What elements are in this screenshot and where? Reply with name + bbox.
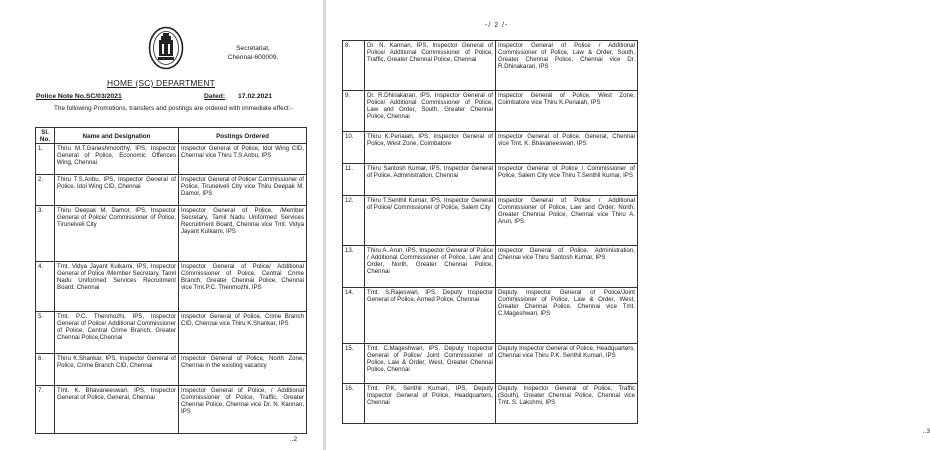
posting-cell: Inspector General of Police / Additional Commissioner of Police, Law & Order, South, Greater Chennai Police, Chennai vice Dr. R.Dhinakaran, IPS <box>496 41 638 91</box>
sl-no-cell: 4. <box>36 262 55 312</box>
table-header-row <box>36 128 307 144</box>
table-row <box>36 175 307 206</box>
posting-cell: Inspector General of Police, Crime Branch CID, Chennai vice Thiru K.Shankar, IPS <box>179 312 307 354</box>
sl-no-cell: 6. <box>36 354 55 386</box>
table-row <box>36 144 307 175</box>
document-page-1 <box>0 0 322 450</box>
police-note-number: Police Note No.SC/03/2021 <box>36 93 122 100</box>
name-cell: Thiru T.S.Anbu, IPS, Inspector General of Police, Idol Wing CID, Chennai <box>55 175 179 206</box>
name-cell: Tmt. Vidya Jayant Kulkarni, IPS, Inspector General of Police /Member Secretary, Tamil Nadu Uniformed Services Recruitment Board, Chennai <box>55 262 179 312</box>
posting-cell: Deputy Inspector General of Police, Headquarters, Chennai vice Thiru P.K. Senthil Kumari, IPS <box>496 344 638 384</box>
name-cell: Thiru Deepak M. Damor, IPS, Inspector General of Police/ Commissioner of Police, Tirunelveli City <box>55 206 179 262</box>
name-cell: Thiru K.Shankar, IPS, Inspector General of Police, Crime Branch CID, Chennai <box>55 354 179 386</box>
posting-cell: Deputy Inspector General of Police, Traffic (South), Greater Chennai Police, Chennai vice Tmt. S. Lakshmi, IPS <box>496 384 638 424</box>
table-row <box>343 246 638 288</box>
name-cell: Dr. R.Dhinakaran, IPS, Inspector General of Police/ Additional Commissioner of Police, Law and Order, South, Greater Chennai Police, Chennai <box>365 91 496 132</box>
sl-no-cell: 5. <box>36 312 55 354</box>
table-row <box>343 196 638 246</box>
sl-no-cell: 12. <box>343 196 365 246</box>
posting-cell: Inspector General of Police, / Additional Commissioner of Police, Traffic, Greater Chennai Police, Chennai vice Dr. N. Kannan, IPS <box>179 386 307 434</box>
secretariat-line: Secretariat, <box>236 45 270 52</box>
secretariat-address <box>205 44 301 62</box>
sl-no-cell: 11. <box>343 164 365 196</box>
name-cell: Tmt. K. Bhavaneeswari, IPS, Inspector General of Police, General, Chennai <box>55 386 179 434</box>
name-cell: Tmt. P.C. Thenmozhi, IPS, Inspector General of Police/ Additional Commissioner of Police, Central Crime Branch, Greater Chennai Police,Chennai <box>55 312 179 354</box>
name-cell: Tmt. C.Mageshwari, IPS, Deputy Inspector General of Police/ Joint Commissioner of Police, Law & Order, West, Greater Chennai Police, Chennai <box>365 344 496 384</box>
sl-no-cell: 16. <box>343 384 365 424</box>
posting-cell: Inspector General of Police / Commissioner of Police, Salem City vice Thiru T.Senthil Kumar, IPS <box>496 164 638 196</box>
name-designation-header: Name and Designation <box>55 128 179 144</box>
page-divider <box>323 0 326 450</box>
posting-cell: Inspector General of Police/ Commissioner of Police, Tirunelveli City vice Thiru Deepak M. Damor, IPS <box>179 175 307 206</box>
sl-no-cell: 7. <box>36 386 55 434</box>
intro-paragraph: The following Promotions, transfers and postings are ordered with immediate effect:- <box>54 105 293 112</box>
document-page-2 <box>327 0 930 450</box>
table-row <box>343 164 638 196</box>
posting-cell: Inspector General of Police/ Additional Commissioner of Police, Central Crime Branch, Greater Chennai Police, Chennai vice Tmt.P.C. Thenmozhi, IPS <box>179 262 307 312</box>
name-cell: Thiru Santosh Kumar, IPS, Inspector General of Police, Administration, Chennai <box>365 164 496 196</box>
table-row <box>343 41 638 91</box>
posting-cell: Inspector General of Police, North Zone, Chennai in the existing vacancy <box>179 354 307 386</box>
posting-cell: Inspector General of Police, General, Chennai vice Tmt. K. Bhavaneeswari, IPS <box>496 132 638 164</box>
sl-no-cell: 14. <box>343 288 365 344</box>
name-cell: Tmt. P.K. Senthil Kumari, IPS, Deputy Inspector General of Police, Headquarters, Chennai <box>365 384 496 424</box>
table-row <box>343 288 638 344</box>
sl-no-cell: 1. <box>36 144 55 175</box>
table-row <box>36 386 307 434</box>
table-row <box>343 384 638 424</box>
table-row <box>36 312 307 354</box>
name-cell: Thiru T.Senthil Kumar, IPS, Inspector General of Police/ Commissioner of Police, Salem City <box>365 196 496 246</box>
sl-no-cell: 8. <box>343 41 365 91</box>
name-cell: Thiru M.T.Ganeshmoorthy, IPS, Inspector General of Police, Economic Offences Wing, Chennai <box>55 144 179 175</box>
table-row <box>343 91 638 132</box>
postings-table-page-2 <box>342 40 638 424</box>
posting-cell: Inspector General of Police, /Member Secretary, Tamil Nadu Uniformed Services Recruitment Board, Chennai vice Tmt. Vidya Jayant Kulkarni, IPS <box>179 206 307 262</box>
sl-no-cell: 15. <box>343 344 365 384</box>
table-row <box>343 344 638 384</box>
page-continuation-marker: ..2 <box>290 436 298 443</box>
police-note-row <box>36 93 306 100</box>
page-number-header: -/ 2 /- <box>485 22 509 29</box>
posting-cell: Deputy Inspector General of Police/Joint Commissioner of Police, Law & Order, West, Greater Chennai Police, Chennai vice Tmt. C.Mageshwari, IPS <box>496 288 638 344</box>
department-title: HOME (SC) DEPARTMENT <box>107 78 215 88</box>
table-row <box>36 354 307 386</box>
secretariat-city-line: Chennai-600009. <box>227 54 279 61</box>
date-label: Dated: <box>204 93 226 100</box>
page-continuation-marker: ..3 <box>923 428 930 435</box>
postings-table-page-1 <box>35 127 307 434</box>
name-cell: Thiru K.Periaiah, IPS, Inspector General of Police, West Zone, Coimbatore <box>365 132 496 164</box>
table-row <box>36 206 307 262</box>
name-cell: Thiru A. Arun, IPS, Inspector General of Police / Additional Commissioner of Police, Law and Order, North, Greater Chennai Police, Chennai <box>365 246 496 288</box>
sl-no-cell: 13. <box>343 246 365 288</box>
posting-cell: Inspector General of Police, Administration, Chennai vice Thiru Santosh Kumar, IPS <box>496 246 638 288</box>
name-cell: Tmt. S.Rajeswari, IPS, Deputy Inspector General of Police, Armed Police, Chennai <box>365 288 496 344</box>
postings-ordered-header: Postings Ordered <box>179 128 307 144</box>
sl-no-header: Sl. No. <box>36 128 55 144</box>
date-value: 17.02.2021 <box>238 93 273 100</box>
sl-no-cell: 3. <box>36 206 55 262</box>
name-cell: Dr. N. Kannan, IPS, Inspector General of Police/ Additional Commissioner of Police, Traffic, Greater Chennai Police, Chennai <box>365 41 496 91</box>
sl-no-cell: 10. <box>343 132 365 164</box>
posting-cell: Inspector General of Police, West Zone, Coimbatore vice Thiru K.Periaiah, IPS <box>496 91 638 132</box>
table-row <box>343 132 638 164</box>
posting-cell: Inspector General of Police, Idol Wing CID, Chennai vice Thiru T.S.Anbu, IPS <box>179 144 307 175</box>
posting-cell: Inspector General of Police / Additional Commissioner of Police, Law and Order, North, Greater Chennai Police, Chennai vice Thiru A. Arun, IPS <box>496 196 638 246</box>
sl-no-cell: 2. <box>36 175 55 206</box>
sl-no-cell: 9. <box>343 91 365 132</box>
tamil-nadu-emblem-icon <box>148 26 184 70</box>
table-row <box>36 262 307 312</box>
